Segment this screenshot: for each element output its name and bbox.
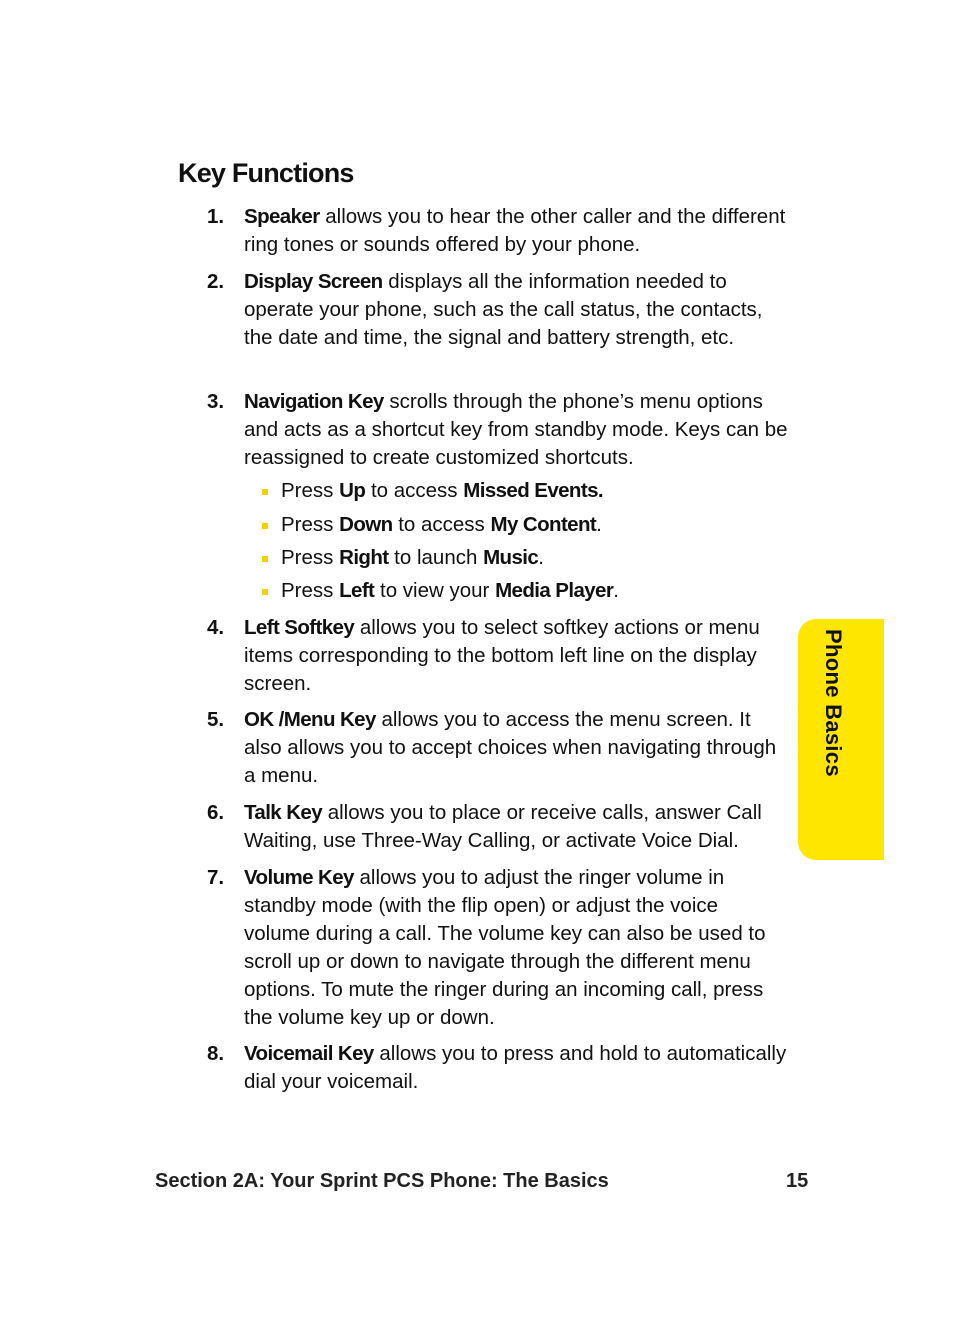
item-key-label: Speaker — [244, 205, 320, 228]
item-body — [244, 799, 789, 855]
item-description: allows you to adjust the ringer volume in standby mode (with the flip open) or adjust the voice volume during a call. The volume key can also be used to scroll up or down to navigate through the different menu options. To mute the ringer during an incoming call, press the volume key up or down. — [244, 866, 766, 1029]
bullet-text: Press — [281, 579, 340, 602]
item-description: scrolls through the phone’s menu options and acts as a shortcut key from standby mode. Keys can be reassigned to create customized shortcuts. — [244, 390, 788, 469]
chapter-side-tab — [798, 619, 884, 860]
bullet-key: Up — [339, 479, 366, 502]
item-description: allows you to hear the other caller and the different ring tones or sounds offered by your phone. — [244, 205, 786, 256]
item-body — [244, 203, 789, 259]
item-body — [244, 864, 789, 1032]
bullet-text: to launch — [388, 546, 484, 569]
item-description: allows you to press and hold to automatically dial your voicemail. — [244, 1042, 787, 1093]
bullet-target: My Content — [490, 513, 597, 536]
item-key-label: Volume Key — [244, 866, 354, 889]
item-number: 4. — [207, 616, 225, 639]
bullet-text: . — [538, 546, 544, 569]
bullet-text: Press — [281, 479, 340, 502]
item-key-label: Display Screen — [244, 270, 383, 293]
bullet-square-icon — [262, 523, 268, 529]
bullet-target: Media Player — [495, 579, 614, 602]
bullet-text: Press — [281, 513, 340, 536]
item-body — [244, 614, 789, 698]
item-key-label: Navigation Key — [244, 390, 384, 413]
bullet-square-icon — [262, 589, 268, 595]
item-body — [244, 268, 789, 352]
item-body — [244, 388, 789, 472]
bullet-text: to access — [365, 479, 464, 502]
footer-section-title: Section 2A: Your Sprint PCS Phone: The Basics — [155, 1170, 609, 1192]
bullet-target: Missed Events. — [463, 479, 603, 502]
item-key-label: Left Softkey — [244, 616, 355, 639]
item-number: 3. — [207, 390, 225, 413]
section-heading: Key Functions — [178, 158, 354, 188]
item-description: allows you to select softkey actions or menu items corresponding to the bottom left line on the display screen. — [244, 616, 760, 695]
bullet-target: Music — [483, 546, 539, 569]
bullet-text: to view your — [374, 579, 496, 602]
item-description: allows you to access the menu screen. It also allows you to accept choices when navigating through a menu. — [244, 708, 777, 787]
item-number: 5. — [207, 708, 225, 731]
bullet-text: Press — [281, 546, 340, 569]
item-number: 7. — [207, 866, 225, 889]
item-key-label: OK /Menu Key — [244, 708, 376, 731]
bullet-text: . — [596, 513, 602, 536]
item-key-label: Talk Key — [244, 801, 323, 824]
footer-page-number: 15 — [786, 1170, 809, 1192]
item-number: 6. — [207, 801, 225, 824]
bullet-key: Down — [339, 513, 393, 536]
item-number: 1. — [207, 205, 225, 228]
item-description: allows you to place or receive calls, answer Call Waiting, use Three-Way Calling, or activate Voice Dial. — [244, 801, 762, 852]
bullet-square-icon — [262, 556, 268, 562]
item-number: 8. — [207, 1042, 225, 1065]
item-body — [244, 1040, 789, 1096]
item-body — [244, 706, 789, 790]
bullet-key: Left — [339, 579, 375, 602]
item-key-label: Voicemail Key — [244, 1042, 374, 1065]
bullet-text: to access — [392, 513, 491, 536]
item-description: displays all the information needed to operate your phone, such as the call status, the contacts, the date and time, the signal and battery strength, etc. — [244, 270, 763, 349]
bullet-text: . — [613, 579, 619, 602]
item-number: 2. — [207, 270, 225, 293]
bullet-key: Right — [339, 546, 389, 569]
bullet-square-icon — [262, 489, 268, 495]
chapter-side-tab-label: Phone Basics — [821, 629, 846, 777]
